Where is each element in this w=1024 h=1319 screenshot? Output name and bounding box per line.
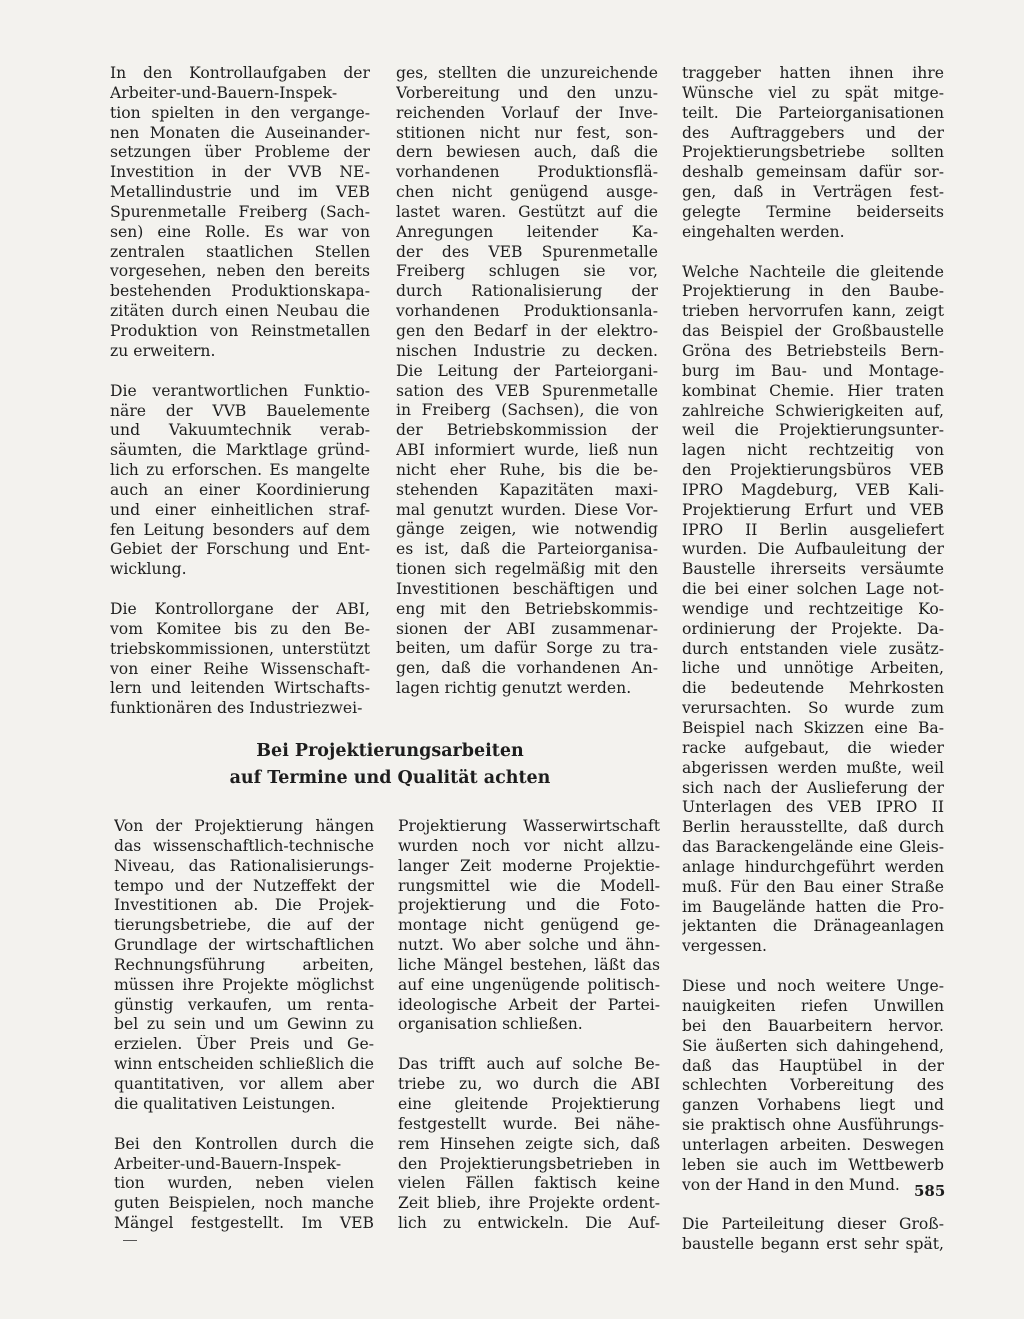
text-line: Produktion von Reinstmetallen — [110, 321, 370, 340]
text-line: stehenden Kapazitäten maxi- — [396, 480, 658, 499]
text-line: Vorbereitung und den unzu- — [396, 83, 658, 102]
paragraph — [682, 64, 944, 243]
text-line: festgestellt wurde. Bei nähe- — [398, 1114, 660, 1133]
text-line: In den Kontrollaufgaben der — [110, 64, 370, 82]
text-line: und Vakuumtechnik verab- — [110, 421, 370, 440]
text-line: gen den Bedarf in der elektro- — [396, 321, 658, 340]
paragraph — [682, 977, 944, 1195]
text-line: Das trifft auch auf solche Be- — [398, 1055, 660, 1074]
text-line: erzielen. Über Preis und Ge- — [114, 1035, 374, 1054]
text-line: deshalb gemeinsam dafür sor- — [682, 163, 944, 182]
text-line: näre der VVB Bauelemente — [110, 401, 370, 420]
text-line: daß das Hauptübel in der — [682, 1056, 944, 1075]
text-line: säumten, die Marktlage gründ- — [110, 441, 370, 460]
text-line: mal genutzt wurden. Diese Vor- — [396, 500, 658, 519]
text-line: Gebiet der Forschung und Ent- — [110, 540, 370, 559]
text-line: vorhandenen Produktionsflä- — [396, 163, 658, 182]
text-line: tempo und der Nutzeffekt der — [114, 876, 374, 895]
text-line: nischen Industrie zu decken. — [396, 341, 658, 360]
text-line: sie praktisch ohne Ausführungs- — [682, 1116, 944, 1135]
text-line: abgerissen werden mußte, weil — [682, 758, 944, 777]
text-line: jektanten die Dränageanlagen — [682, 917, 944, 936]
paragraph — [110, 64, 370, 362]
text-line: organisation schließen. — [398, 1015, 583, 1034]
text-line: verursachten. So wurde zum — [682, 699, 944, 718]
text-line: gelegte Termine beiderseits — [682, 202, 944, 221]
text-line: von einer Reihe Wissenschaft- — [110, 659, 370, 678]
text-line: leben sie auch im Wettbewerb — [682, 1155, 944, 1174]
text-line: Projektierung Erfurt und VEB — [682, 500, 944, 519]
text-line: Mängel festgestellt. Im VEB — [114, 1214, 374, 1233]
text-line: montage nicht genügend ge- — [398, 916, 660, 935]
text-line: sation des VEB Spurenmetalle — [396, 381, 658, 400]
text-line: bei den Bauarbeitern hervor. — [682, 1016, 944, 1035]
text-line: vielen Fällen faktisch keine — [398, 1174, 660, 1193]
text-line: Beispiel nach Skizzen eine Ba- — [682, 719, 944, 737]
column-2 — [396, 64, 658, 699]
column-4 — [114, 817, 374, 1234]
text-line: auch an einer Koordinierung — [110, 480, 370, 499]
column-5 — [398, 817, 660, 1234]
text-line: Rechnungsführung arbeiten, — [114, 955, 374, 974]
text-line: rungsmittel wie die Modell- — [398, 876, 660, 895]
text-line: vom Komitee bis zu den Be- — [110, 619, 370, 638]
text-line: Bei den Kontrollen durch die — [114, 1134, 374, 1153]
text-line: die qualitativen Leistungen. — [114, 1094, 336, 1113]
text-line: Diese und noch weitere Unge- — [682, 977, 944, 996]
text-line: zahlreiche Schwierigkeiten auf, — [682, 401, 944, 420]
text-line: günstig verkaufen, um renta- — [114, 995, 374, 1014]
text-line: beiten, um dafür Sorge zu tra- — [396, 639, 658, 658]
text-line: Gröna des Betriebsteils Bern- — [682, 341, 944, 360]
paragraph — [110, 382, 370, 580]
text-line: lich zu erforschen. Es mangelte — [110, 461, 370, 480]
text-line: eingehalten werden. — [682, 222, 845, 241]
text-line: schlechten Vorbereitung des — [682, 1076, 944, 1095]
text-line: guten Beispielen, noch manche — [114, 1194, 374, 1213]
text-line: und einer einheitlichen straf- — [110, 500, 370, 519]
text-line: Spurenmetalle Freiberg (Sach- — [110, 202, 370, 221]
text-line: Unterlagen des VEB IPRO II — [682, 798, 944, 817]
paragraph — [114, 817, 374, 1115]
text-line: burg im Bau- und Montage- — [682, 361, 944, 380]
decorative-dash — [123, 1240, 137, 1241]
text-line: Berlin herausstellte, daß durch — [682, 818, 944, 837]
paragraph — [114, 1135, 374, 1234]
text-line: funktionären des Industriezwei- — [110, 699, 363, 718]
text-line: unterlagen arbeiten. Deswegen — [682, 1135, 944, 1154]
text-line: bestehenden Produktionskapa- — [110, 282, 370, 301]
text-line: es ist, daß die Parteiorganisa- — [396, 540, 658, 559]
text-line: lagen nicht rechtzeitig von — [682, 441, 944, 460]
text-line: Freiberg schlugen sie vor, — [396, 262, 658, 281]
text-line: tion wurden, neben vielen — [114, 1174, 374, 1193]
paragraph — [398, 817, 660, 1035]
text-line: baustelle begann erst sehr spät, — [682, 1235, 944, 1254]
text-line: das Barackengelände eine Gleis- — [682, 838, 944, 857]
text-line: sionen der ABI zusammenar- — [396, 619, 658, 638]
paragraph — [682, 1215, 944, 1255]
text-line: in Freiberg (Sachsen), die von — [396, 401, 658, 420]
text-line: den Projektierungsbetrieben in — [398, 1154, 660, 1173]
text-line: die bedeutende Mehrkosten — [682, 679, 944, 698]
text-line: das Beispiel der Großbaustelle — [682, 322, 944, 341]
page-number: 585 — [914, 1182, 946, 1200]
text-line: weil die Projektierungsunter- — [682, 421, 944, 440]
text-line: Anregungen leitender Ka- — [396, 222, 658, 241]
text-line: vorhandenen Produktionsanla- — [396, 302, 658, 321]
text-line: chen nicht genügend ausge- — [396, 183, 658, 202]
text-line: winn entscheiden schließlich die — [114, 1055, 374, 1074]
text-line: Projektierung Wasserwirtschaft — [398, 817, 660, 835]
text-line: gen, daß die vorhandenen An- — [396, 659, 658, 678]
text-line: wicklung. — [110, 560, 187, 579]
text-line: liche und unnötige Arbeiten, — [682, 659, 944, 678]
text-line: ganzen Vorhabens liegt und — [682, 1096, 944, 1115]
text-line: teilt. Die Parteiorganisationen — [682, 103, 944, 122]
text-line: Grundlage der wirtschaftlichen — [114, 936, 374, 955]
text-line: tierungsbetriebe, die auf der — [114, 916, 374, 935]
text-line: ges, stellten die unzureichende — [396, 64, 658, 82]
text-line: eine gleitende Projektierung — [398, 1094, 660, 1113]
text-line: ordinierung der Projekte. Da- — [682, 619, 944, 638]
text-line: traggeber hatten ihnen ihre — [682, 64, 944, 82]
text-line: quantitativen, vor allem aber — [114, 1074, 374, 1093]
text-line: Projektierung in den Baube- — [682, 282, 944, 301]
text-line: tionen sich regelmäßig mit den — [396, 560, 658, 579]
text-line: Investitionen ab. Die Projek- — [114, 896, 374, 915]
text-line: lern und leitenden Wirtschafts- — [110, 679, 370, 698]
text-line: eng mit den Betriebskommis- — [396, 599, 658, 618]
text-line: muß. Für den Bau einer Straße — [682, 877, 944, 896]
text-line: nutzt. Wo aber solche und ähn- — [398, 936, 660, 955]
text-line: Arbeiter-und-Bauern-Inspek- — [110, 83, 338, 102]
text-line: racke aufgebaut, die wieder — [682, 738, 944, 757]
text-line: Baustelle ihrerseits versäumte — [682, 560, 944, 579]
text-line: die bei einer solchen Lage not- — [682, 580, 944, 599]
text-line: reichenden Vorlauf der Inve- — [396, 103, 658, 122]
text-line: das wissenschaftlich-technische — [114, 836, 374, 855]
text-line: bel zu sein und um Gewinn zu — [114, 1015, 374, 1034]
text-line: liche Mängel bestehen, läßt das — [398, 955, 660, 974]
text-line: Wünsche viel zu spät mitge- — [682, 83, 944, 102]
section-heading — [190, 738, 590, 792]
text-line: IPRO II Berlin ausgeliefert — [682, 520, 944, 539]
text-line: langer Zeit moderne Projektie- — [398, 856, 660, 875]
text-line: Welche Nachteile die gleitende — [682, 262, 944, 281]
paragraph — [682, 263, 944, 958]
text-line: Die Kontrollorgane der ABI, — [110, 600, 370, 619]
text-line: setzungen über Probleme der — [110, 143, 370, 162]
text-line: im Baugelände hatten die Pro- — [682, 897, 944, 916]
text-line: gänge zeigen, wie notwendig — [396, 520, 658, 539]
text-line: sen) eine Rolle. Es war von — [110, 222, 370, 241]
text-line: von der Hand in den Mund. — [682, 1175, 900, 1194]
text-line: nen Monaten die Auseinander- — [110, 123, 370, 142]
text-line: projektierung und die Foto- — [398, 896, 660, 915]
text-line: durch Rationalisierung der — [396, 282, 658, 301]
text-line: ABI informiert wurde, ließ nun — [396, 441, 658, 460]
text-line: auf eine ungenügende politisch- — [398, 975, 660, 994]
text-line: nicht eher Ruhe, bis die be- — [396, 460, 658, 479]
text-line: ideologische Arbeit der Partei- — [398, 995, 660, 1014]
text-line: kombinat Chemie. Hier traten — [682, 381, 944, 400]
text-line: Investition in der VVB NE- — [110, 163, 370, 182]
text-line: nauigkeiten riefen Unwillen — [682, 996, 944, 1015]
paragraph — [110, 600, 370, 719]
paragraph — [396, 64, 658, 699]
text-line: trieben hervorrufen kann, zeigt — [682, 302, 944, 321]
text-line: zu erweitern. — [110, 341, 216, 360]
text-line: Projektierungsbetriebe sollten — [682, 143, 944, 162]
text-line: Investitionen beschäftigen und — [396, 579, 658, 598]
text-line: Metallindustrie und im VEB — [110, 183, 370, 202]
text-line: der des VEB Spurenmetalle — [396, 242, 658, 261]
text-line: gen, daß in Verträgen fest- — [682, 183, 944, 202]
paragraph — [398, 1055, 660, 1234]
text-line: durch entstanden viele zusätz- — [682, 639, 944, 658]
text-line: dern bewiesen auch, daß die — [396, 143, 658, 162]
text-line: tion spielten in den vergange- — [110, 103, 370, 122]
section-heading-line-1: Bei Projektierungsarbeiten — [256, 741, 524, 761]
text-line: den Projektierungsbüros VEB — [682, 461, 944, 480]
text-line: lastet waren. Gestützt auf die — [396, 202, 658, 221]
text-line: wurden. Die Aufbauleitung der — [682, 540, 944, 559]
text-line: Die Parteileitung dieser Groß- — [682, 1215, 944, 1234]
text-line: vorgesehen, neben den bereits — [110, 262, 370, 281]
text-line: anlage hindurchgeführt werden — [682, 857, 944, 876]
text-line: rem Hinsehen zeigte sich, daß — [398, 1134, 660, 1153]
text-line: müssen ihre Projekte möglichst — [114, 975, 374, 994]
column-1 — [110, 64, 370, 719]
text-line: fen Leitung besonders auf dem — [110, 520, 370, 539]
text-line: Von der Projektierung hängen — [114, 817, 374, 835]
text-line: lagen richtig genutzt werden. — [396, 679, 632, 698]
text-line: zitäten durch einen Neubau die — [110, 302, 370, 321]
text-line: lich zu entwickeln. Die Auf- — [398, 1214, 660, 1233]
text-line: Die Leitung der Parteiorgani- — [396, 361, 658, 380]
text-line: Arbeiter-und-Bauern-Inspek- — [114, 1154, 342, 1173]
text-line: der Betriebskommission der — [396, 421, 658, 440]
text-line: IPRO Magdeburg, VEB Kali- — [682, 480, 944, 499]
text-line: vergessen. — [682, 937, 767, 956]
text-line: wendige und rechtzeitige Ko- — [682, 599, 944, 618]
text-line: stitionen nicht nur fest, son- — [396, 123, 658, 142]
text-line: zentralen staatlichen Stellen — [110, 242, 370, 261]
text-line: des Auftraggebers und der — [682, 123, 944, 142]
text-line: Zeit blieb, ihre Projekte ordent- — [398, 1194, 660, 1213]
section-heading-line-2: auf Termine und Qualität achten — [229, 768, 551, 788]
text-line: Sie äußerten sich dahingehend, — [682, 1036, 944, 1055]
text-line: Die verantwortlichen Funktio- — [110, 381, 370, 400]
text-line: triebe zu, wo durch die ABI — [398, 1075, 660, 1094]
text-line: wurden noch vor nicht allzu- — [398, 836, 660, 855]
text-line: Niveau, das Rationalisierungs- — [114, 856, 374, 875]
column-3 — [682, 64, 944, 1255]
text-line: sich nach der Auslieferung der — [682, 778, 944, 797]
text-line: triebskommissionen, unterstützt — [110, 639, 370, 658]
